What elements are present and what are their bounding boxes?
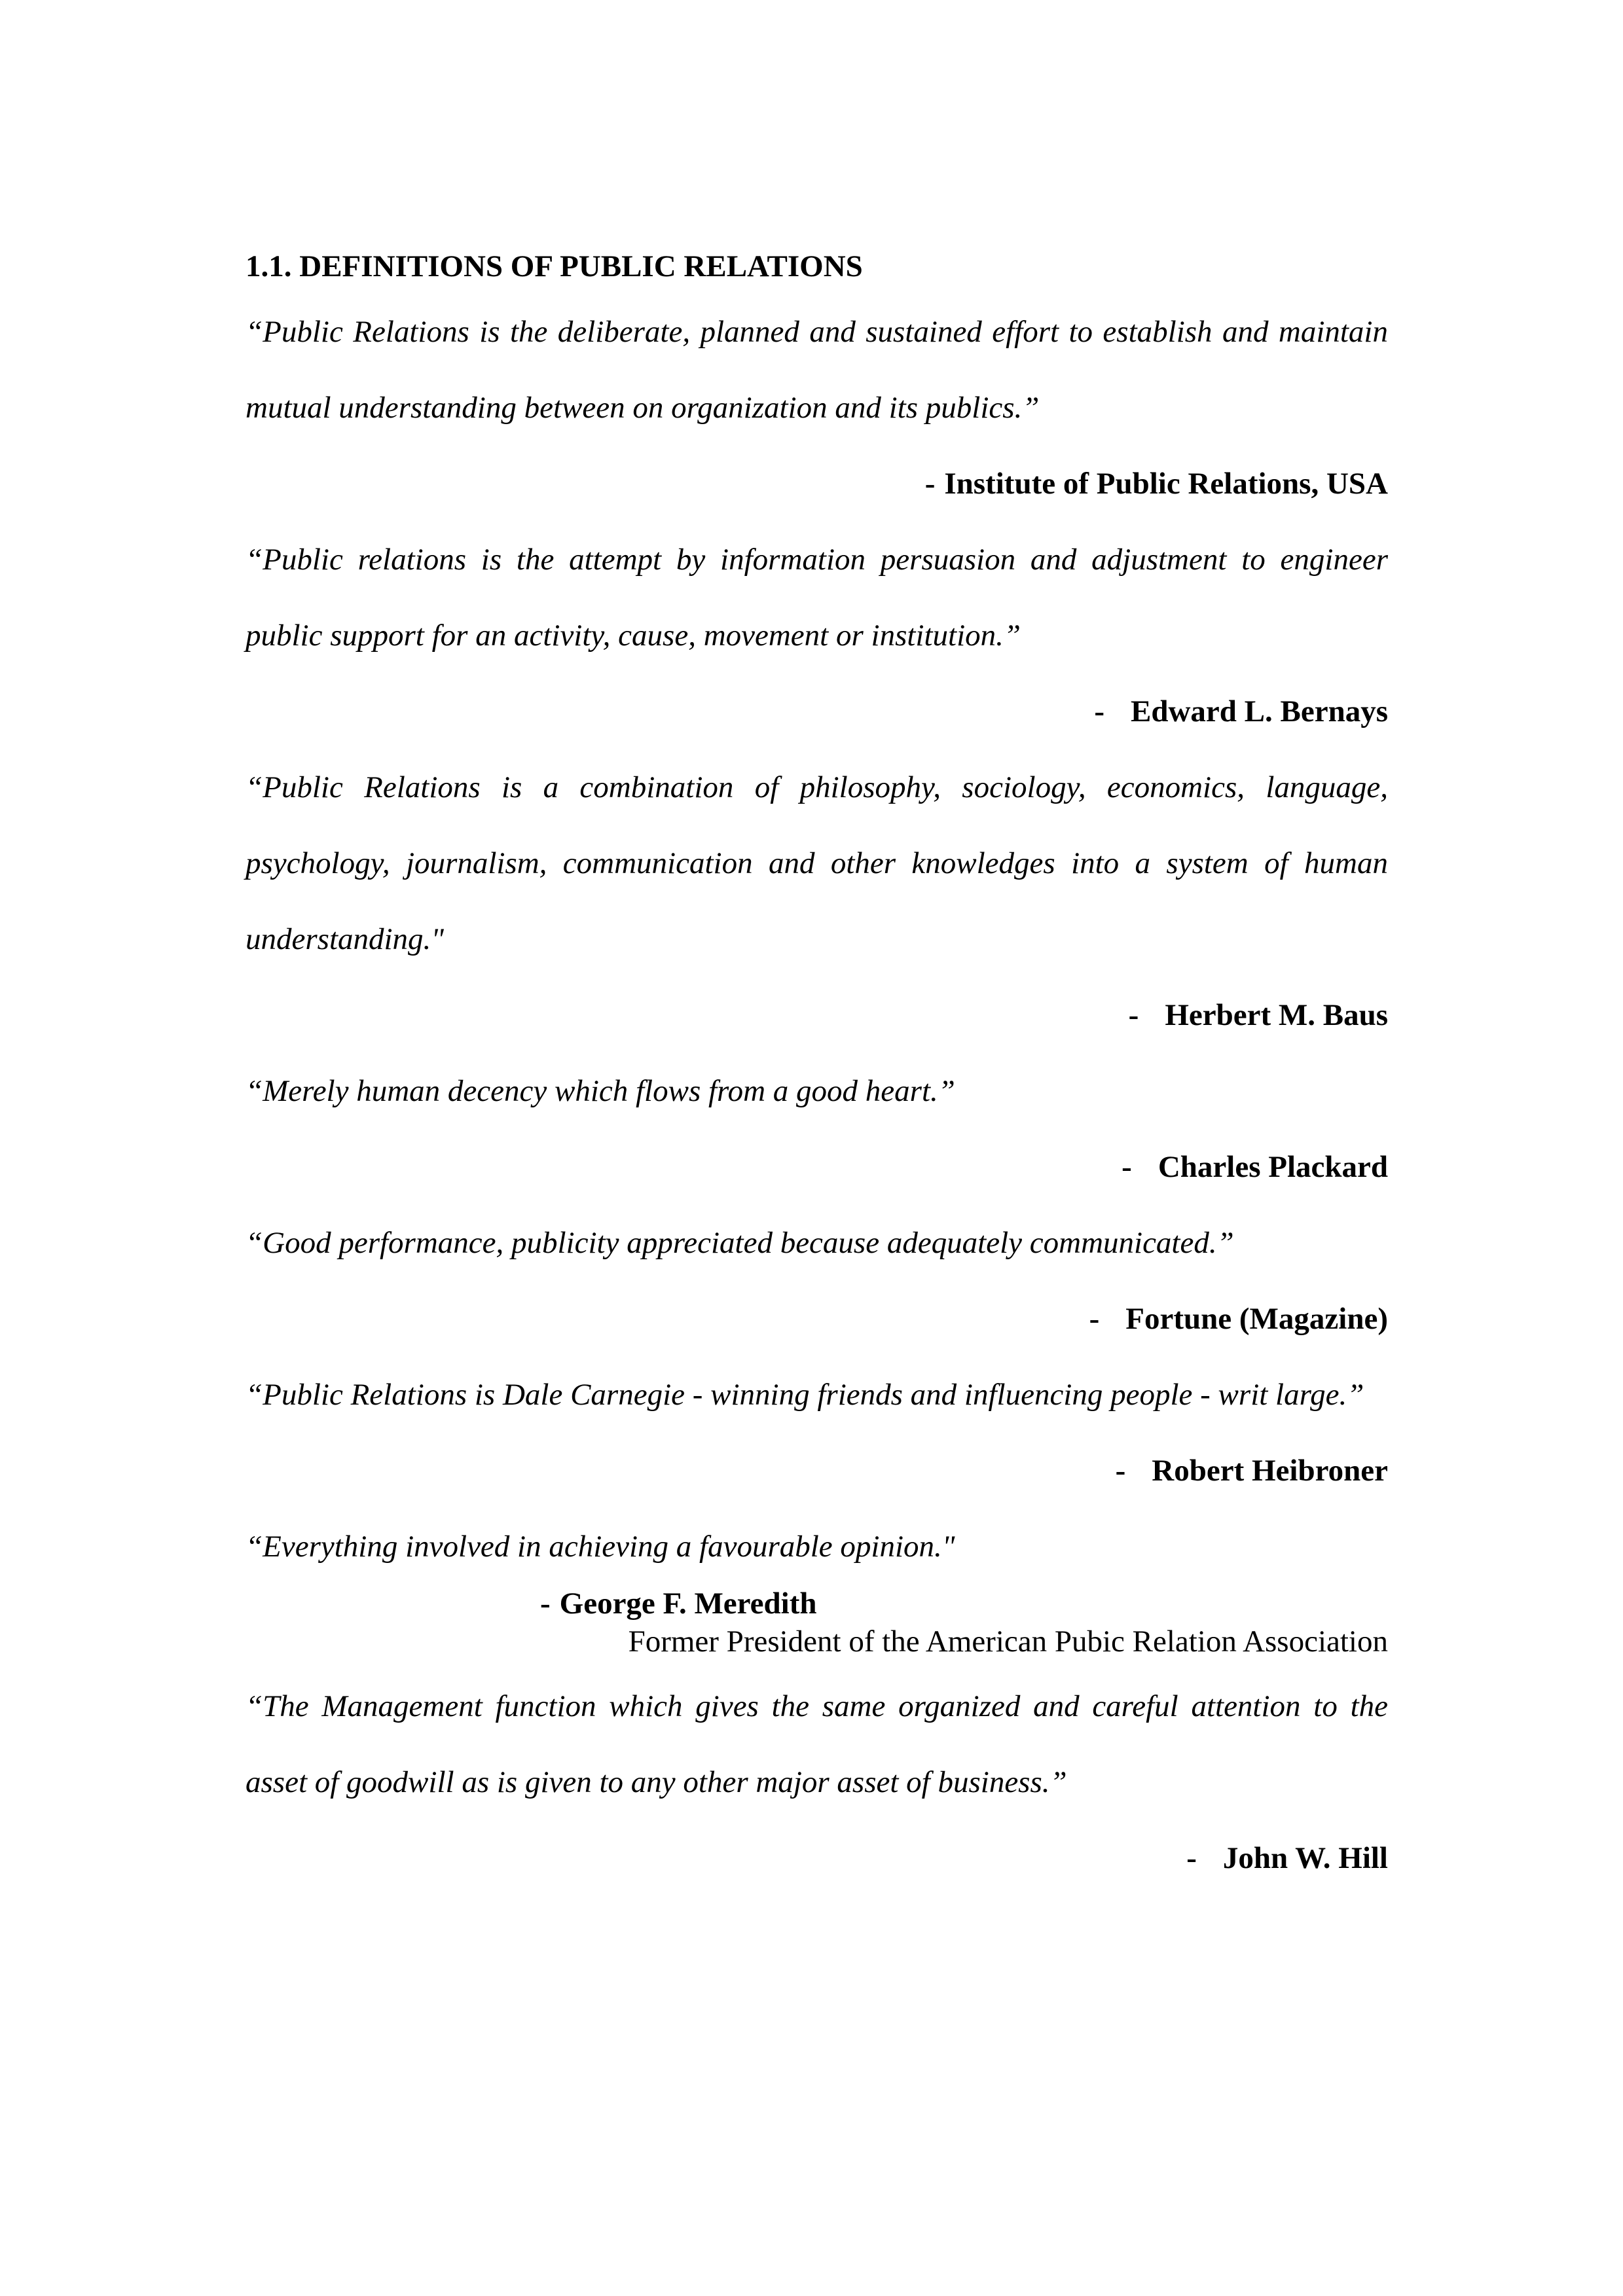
definition-quote: “Public Relations is Dale Carnegie - winning friends and influencing people - writ large.” [246, 1378, 1364, 1412]
section-heading: 1.1. DEFINITIONS OF PUBLIC RELATIONS [246, 249, 863, 283]
attribution-dash: - [1115, 1454, 1126, 1488]
definition-quote: “Everything involved in achieving a favourable opinion." [246, 1530, 955, 1564]
definition-attribution [246, 1129, 1388, 1205]
definition-attribution [246, 1433, 1388, 1509]
document-content [246, 239, 1388, 1896]
attribution-name-line [540, 1585, 817, 1623]
definition-quote: “The Management function which gives the same organized and careful attention to the asset of goodwill as is given to any other major asset of business.” [246, 1689, 1388, 1799]
attribution-dash: - [924, 467, 936, 501]
attribution-author: John W. Hill [1222, 1841, 1388, 1875]
attribution-author: Institute of Public Relations, USA [944, 467, 1388, 501]
attribution-dash: - [1089, 1302, 1100, 1336]
definition-attribution [246, 673, 1388, 749]
attribution-author-title: Former President of the American Pubic Relation Association [628, 1624, 1388, 1659]
definition-quote: “Public Relations is the deliberate, planned and sustained effort to establish and maintain mutual understanding between on organization and its publics.” [246, 315, 1388, 425]
definition-quote: “Good performance, publicity appreciated because adequately communicated.” [246, 1226, 1234, 1260]
attribution-author: Charles Plackard [1158, 1150, 1388, 1184]
definition-attribution [246, 1820, 1388, 1896]
attribution-author: Fortune (Magazine) [1125, 1302, 1388, 1336]
definition-attribution [246, 1585, 1388, 1668]
attribution-dash: - [1122, 1150, 1132, 1184]
attribution-dash: - [540, 1587, 551, 1621]
attribution-author: George F. Meredith [559, 1587, 817, 1621]
attribution-author: Edward L. Bernays [1130, 694, 1388, 728]
definition-attribution [246, 977, 1388, 1053]
definition-quote: “Merely human decency which flows from a good heart.” [246, 1074, 955, 1108]
definition-quote: “Public relations is the attempt by information persuasion and adjustment to engineer public support for an activity, cause, movement or institution.” [246, 543, 1388, 653]
attribution-author: Robert Heibroner [1152, 1454, 1388, 1488]
definition-attribution [246, 446, 1388, 522]
attribution-dash: - [1094, 694, 1104, 728]
attribution-author: Herbert M. Baus [1165, 998, 1388, 1032]
attribution-dash: - [1128, 998, 1139, 1032]
definition-quote: “Public Relations is a combination of philosophy, sociology, economics, language, psychology, journalism, communication and other knowledges into a system of human understanding." [246, 770, 1388, 956]
definition-attribution [246, 1281, 1388, 1357]
attribution-dash: - [1186, 1841, 1197, 1875]
